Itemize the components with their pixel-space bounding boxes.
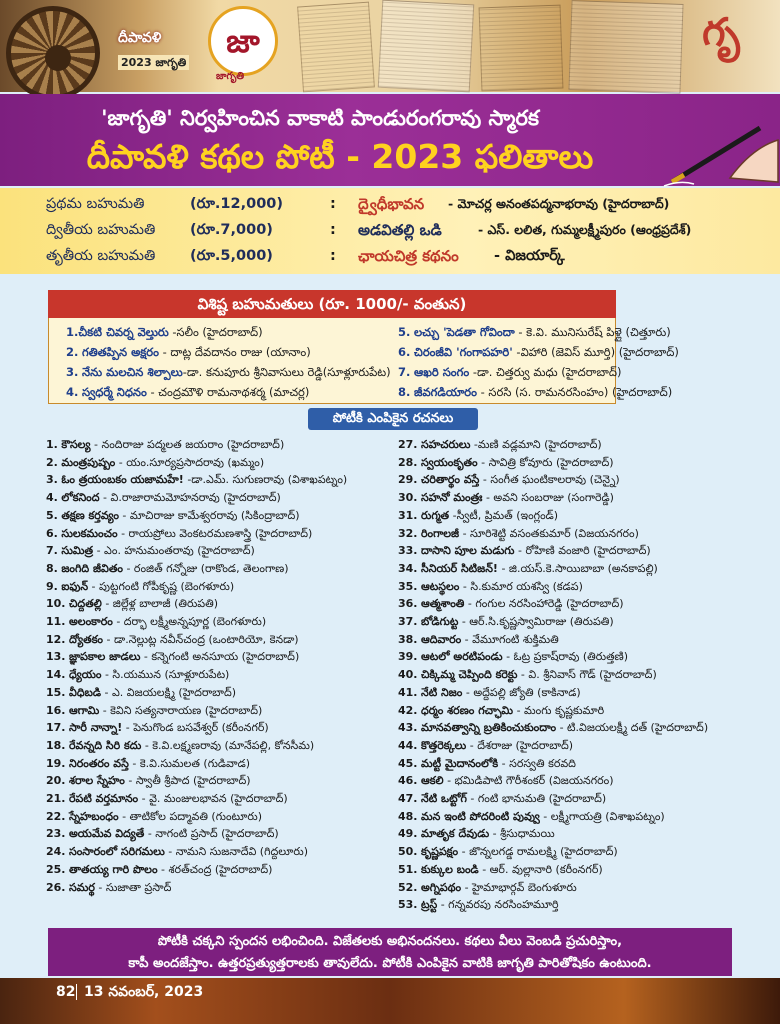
list-item — [46, 862, 272, 878]
item-author: - వై. మంజులభావన (హైదరాబాద్) — [141, 792, 288, 805]
item-title: తక్షణ కర్తవ్యం — [61, 508, 119, 522]
item-title: ఆటలో అరటిపండు — [421, 650, 503, 664]
item-number: 7. — [398, 365, 411, 379]
newspaper-clipping — [479, 5, 564, 92]
list-item — [46, 632, 299, 648]
item-title: నేటి నిజం — [421, 685, 463, 699]
item-number: 21. — [46, 792, 66, 805]
item-title: చిక్కిమ్మ చెప్పింది కరెక్టు — [421, 668, 518, 682]
item-title: సీనియర్ సిటిజన్! — [421, 561, 498, 575]
story-title: అడవితల్లి ఒడి — [358, 221, 442, 239]
item-title: మన ఇంటి పోదరింటి పువ్వు — [421, 809, 540, 823]
separator: : — [330, 222, 336, 238]
list-item — [46, 472, 347, 488]
item-author: - అద్దేపల్లి జ్యోతి (కాకినాడ) — [465, 685, 581, 699]
item-author: - శరత్‌చంద్ర (హైదరాబాద్) — [161, 862, 273, 876]
year-label — [118, 56, 189, 72]
item-number: 24. — [46, 845, 66, 859]
item-author: - ఎ. విజయలక్ష్మి (హైదరాబాద్) — [104, 685, 237, 699]
item-author: -మణి వడ్లమాని (హైదరాబాద్) — [473, 438, 602, 451]
item-title: అగ్నిపథం — [421, 880, 462, 894]
item-number: 1. — [66, 325, 79, 339]
page-date: 13 నవంబర్, 2023 — [84, 984, 204, 1000]
newspaper-clipping — [568, 0, 683, 94]
rank-label: ప్రథమ బహుమతి — [46, 196, 145, 212]
list-item — [398, 365, 621, 382]
list-item — [398, 720, 708, 736]
item-title: ట్రస్ట్ — [421, 898, 438, 912]
list-item — [46, 685, 236, 701]
item-number: 4. — [66, 385, 79, 399]
logo-glyph: జా — [226, 22, 260, 60]
item-author: - వి. శ్రీనివాస్ గౌడ్ (హైదరాబాద్) — [520, 668, 657, 682]
item-number: 45. — [398, 756, 418, 770]
list-item — [398, 455, 614, 471]
item-author: - ఎం. హనుమంతరావు (హైదరాబాద్) — [96, 544, 255, 558]
item-number: 27. — [398, 438, 418, 451]
item-title: శరాల స్నేహం — [69, 774, 125, 788]
list-item — [398, 632, 559, 648]
item-author: - పెనుగొండ బసవేశ్వర్ (కరీంనగర్) — [125, 721, 269, 735]
list-item — [398, 543, 651, 559]
list-item — [66, 365, 391, 382]
item-author: - గన్నవరపు నరసింహమూర్తి — [440, 898, 559, 912]
item-author: - రంజిత్ గన్నోజు (రాకొండ, తెలంగాణ) — [126, 561, 289, 575]
logo-name: జాగృతి — [216, 71, 245, 82]
list-item — [46, 579, 234, 595]
item-author: - వేమూగంటి శుక్తిమతి — [464, 632, 559, 646]
item-number: 53. — [398, 898, 418, 912]
item-title: కృష్ణపక్షం — [421, 845, 459, 859]
item-title: ఆఖరి సంగం — [414, 365, 470, 379]
item-number: 40. — [398, 668, 418, 682]
item-number: 3. — [46, 473, 58, 487]
item-author: -సలీం (హైదరాబాద్) — [172, 325, 263, 339]
item-number: 19. — [46, 756, 66, 770]
pen-hand-icon — [660, 108, 780, 188]
story-author: - ఎస్. లలిత, గుమ్మలక్ష్మీపురం (ఆంధ్రప్రదేశ్) — [478, 222, 692, 237]
item-number: 23. — [46, 827, 66, 841]
item-author: -డా.ఎమ్. సుగుణరావు (విశాఖపట్నం) — [187, 473, 348, 487]
item-number: 26. — [46, 880, 66, 894]
item-title: సహచరులు — [421, 438, 471, 451]
item-number: 34. — [398, 561, 418, 575]
item-author: - సుజాతా ప్రసాద్ — [98, 880, 172, 894]
item-number: 50. — [398, 845, 418, 859]
item-author: - సరసి (స. రామనరసింహం) (హైదరాబాద్) — [480, 385, 673, 399]
item-number: 31. — [398, 508, 418, 522]
item-number: 17. — [46, 721, 66, 735]
item-author: - సరస్వతి కరవది — [501, 756, 576, 770]
item-title: చిద్దతల్లి — [69, 597, 102, 611]
wheel-hub — [45, 45, 71, 71]
item-title: జ్ఞాపకాల జాడలు — [69, 650, 141, 664]
year-text: 2023 జాగృతి — [118, 55, 189, 70]
list-item — [398, 685, 581, 701]
list-item — [398, 756, 576, 772]
story-author: - మోచర్ల అనంతపద్మనాభరావు (హైదరాబాద్) — [448, 196, 670, 211]
jagruthi-logo — [208, 6, 278, 76]
item-title: నిరంతరం వస్తే — [69, 756, 129, 770]
item-title: రుగ్మత — [421, 508, 450, 522]
item-number: 43. — [398, 721, 418, 735]
winner-row-2 — [0, 218, 780, 244]
item-title: రేవన్నది సిరి కదు — [69, 738, 142, 752]
item-title: కొత్తరెక్కలు — [421, 738, 467, 752]
item-author: - నామని సుజనాదేవి (గిద్దలూరు) — [168, 845, 309, 859]
title-line-1: 'జాగృతి' నిర్వహించిన వాకాటి పాండురంగరావు స్మారక — [101, 106, 539, 130]
item-title: అయమేవ విద్యతే — [69, 827, 145, 841]
list-item — [46, 703, 262, 719]
prize-amount: (రూ.5,000) — [190, 248, 273, 264]
item-author: - భమిడిపాటి గౌరీశంకర్ (విజయనగరం) — [447, 774, 614, 788]
item-author: - కె.వి.సుమలత (గుడివాడ) — [132, 756, 251, 770]
item-title: ఆకలి — [421, 774, 444, 788]
item-author: - వి.రాజారామమోహనరావు (హైదరాబాద్) — [103, 491, 281, 505]
item-number: 15. — [46, 685, 66, 699]
item-author: -విహారి (జెవిస్ మూర్తి) (హైదరాబాద్) — [516, 345, 679, 359]
item-author: - జిల్లేళ్ల బాలాజీ (తిరుపతి) — [105, 597, 219, 611]
item-title: నేను మలచిన శిల్పాలు — [82, 365, 183, 379]
item-number: 20. — [46, 774, 66, 788]
item-author: - జొన్నలగడ్డ రామలక్ష్మి (హైదరాబాద్) — [461, 845, 618, 859]
item-author: - మంగు కృష్ణకుమారి — [516, 703, 605, 717]
item-author: - సి.యమున (సూళ్లూరుపేట) — [104, 668, 230, 682]
list-item — [398, 614, 614, 630]
list-item — [398, 325, 671, 342]
item-author: - దర్భా లక్ష్మీఅన్నపూర్ణ (బెంగళూరు) — [116, 615, 267, 628]
selected-stories-heading: పోటీకి ఎంపికైన రచనలు — [308, 408, 478, 430]
rank-label: ద్వితీయ బహుమతి — [46, 222, 156, 238]
item-author: - గంటి భానుమతి (హైదరాబాద్) — [470, 792, 607, 805]
item-number: 28. — [398, 455, 418, 469]
item-number: 10. — [46, 597, 66, 611]
list-item — [398, 826, 555, 842]
item-title: ఆత్మశాంతి — [421, 597, 465, 611]
list-item — [46, 596, 218, 612]
item-number: 6. — [46, 526, 58, 540]
list-item — [46, 844, 308, 860]
item-number: 52. — [398, 880, 418, 894]
item-title: మట్టీ మైదానంలోకి — [421, 756, 499, 770]
item-title: ఓం త్రయంబకం యజామహే! — [61, 473, 184, 487]
list-item — [66, 325, 263, 342]
list-item — [46, 756, 250, 772]
prize-amount: (రూ.12,000) — [190, 196, 284, 212]
list-item — [398, 579, 583, 595]
item-number: 7. — [46, 544, 58, 558]
list-item — [398, 437, 602, 453]
item-title: ఆగామి — [69, 703, 100, 717]
divider — [76, 984, 77, 1000]
newspaper-clipping — [378, 0, 474, 92]
footer-line-2: కాపీ అందజేస్తాం. ఉత్తరప్రత్యుత్తరాలకు తావులేదు. పోటీకి ఎంపికైన వాటికి జాగృతి పారితోషికం ఉంటుంది. — [128, 956, 652, 971]
list-item — [46, 614, 266, 630]
list-item — [46, 543, 255, 559]
item-author: - శ్రీసుధామయి — [492, 827, 555, 841]
item-author: - జి.యస్.కె.సాయిబాబా (అనకాపల్లి) — [501, 561, 658, 575]
top-banner — [0, 0, 780, 92]
list-item — [46, 773, 251, 789]
item-title: సారీ నాన్నా! — [69, 721, 123, 735]
item-number: 47. — [398, 792, 418, 805]
list-item — [46, 826, 279, 842]
item-title: ధ్యేయం — [69, 668, 102, 682]
list-item — [398, 526, 639, 542]
konark-wheel-image — [6, 6, 100, 100]
item-number: 11. — [46, 615, 66, 628]
list-item — [398, 561, 658, 577]
item-number: 38. — [398, 632, 418, 646]
item-author: - దాట్ల దేవదానం రాజు (యానాం) — [162, 345, 311, 359]
item-author: - కెవిని సత్యనారాయణ (హైదరాబాద్) — [102, 703, 263, 717]
item-number: 14. — [46, 668, 66, 682]
item-title: స్వయంకృతం — [421, 455, 478, 469]
list-item — [398, 773, 614, 789]
winner-row-1 — [0, 192, 780, 218]
item-author: - మాచిరాజు కామేశ్వరరావు (సికింద్రాబాద్) — [122, 508, 300, 522]
list-item — [46, 508, 300, 524]
item-title: సమర్థ — [69, 880, 95, 894]
item-author: - రాయప్రోలు వెంకటరమణశాస్త్రి (హైదరాబాద్) — [121, 526, 313, 540]
item-title: అలంకారం — [69, 615, 113, 628]
item-title: జంగిది జీవితం — [61, 561, 123, 575]
item-author: - సూరిశెట్టి వసంతకుమార్ (విజయనగరం) — [462, 526, 639, 540]
item-title: స్వధర్మే నిధనం — [82, 385, 147, 399]
list-item — [398, 508, 558, 524]
item-number: 32. — [398, 526, 418, 540]
item-title: రింగాలజీ — [421, 526, 460, 540]
footer-line-1: పోటీకి చక్కని స్పందన లభించింది. విజేతలకు అభినందనలు. కథలు వీలు వెంబడి ప్రచురిస్తాం, — [157, 934, 623, 949]
list-item — [398, 596, 624, 612]
list-item — [398, 385, 672, 402]
list-item — [46, 738, 314, 754]
list-item — [46, 791, 288, 807]
item-title: రేపటి వర్తమానం — [69, 792, 139, 805]
item-author: - గంగుల నరసింహారెడ్డి (హైదరాబాద్) — [467, 597, 624, 611]
list-item — [46, 880, 171, 896]
separator: : — [330, 248, 336, 264]
story-title: ఛాయచిత్ర కథనం — [358, 247, 459, 265]
item-author: - సి.కుమార యశస్వి (కడప) — [462, 579, 583, 593]
item-number: 4. — [46, 491, 58, 505]
list-item — [398, 703, 604, 719]
item-number: 2. — [46, 455, 58, 469]
list-item — [398, 897, 558, 913]
item-author: - ఓట్ర ప్రకాష్‌రావు (తిరుత్తణి) — [506, 650, 629, 664]
item-author: - కె.వి. మునిసురేష్ పిళ్లై (చిత్తూరు) — [518, 325, 671, 339]
story-title: ద్వైధీభావన — [358, 195, 425, 213]
item-number: 13. — [46, 650, 66, 664]
item-title: మాతృక దేవుడు — [421, 827, 490, 841]
list-item — [398, 862, 603, 878]
item-number: 49. — [398, 827, 418, 841]
item-author: -డా. కనుపూరు శ్రీనివాసులు రెడ్డి(సూళ్లూరుపేట) — [182, 365, 391, 379]
item-title: మంత్రపుష్పం — [61, 455, 116, 469]
item-title: చిరంజీవి 'గంగాపహరి' — [414, 345, 513, 359]
item-author: - అవని సంబరాజు (సంగారెడ్డి) — [485, 491, 614, 505]
item-number: 9. — [46, 579, 58, 593]
item-number: 16. — [46, 703, 66, 717]
item-title: జీవగడియారం — [414, 385, 477, 399]
item-author: - కన్నెగంటి అనసూయ (హైదరాబాద్) — [143, 650, 300, 664]
item-number: 44. — [398, 738, 418, 752]
item-title: సులకమంచం — [61, 526, 118, 540]
item-number: 37. — [398, 615, 418, 628]
item-author: - సావిత్రి కోవూరు (హైదరాబాద్) — [481, 455, 614, 469]
story-author: - విజయార్క్ — [494, 248, 565, 264]
item-title: చీకటి చివర్న వెల్తురు — [78, 325, 169, 339]
item-author: - సంగీత ఘంటికాలరావు (చెన్నై) — [482, 473, 620, 487]
item-title: నేటి ఒట్టోగ్ — [421, 792, 467, 805]
item-title: గతితప్పిన అక్షరం — [82, 345, 159, 359]
item-number: 5. — [46, 508, 58, 522]
rank-label: తృతీయ బహుమతి — [46, 248, 156, 264]
list-item — [398, 345, 679, 362]
item-title: ధర్మం శరణం గచ్ఛామి — [421, 703, 514, 717]
item-title: లచ్చు 'పెడతా గోవిందా — [414, 325, 515, 339]
item-number: 12. — [46, 632, 66, 646]
list-item — [398, 844, 618, 860]
list-item — [398, 880, 577, 896]
separator: : — [330, 196, 336, 212]
item-author: - హైమాభార్గవ్ బెంగుళూరు — [464, 880, 577, 894]
item-author: -స్వీటీ, ప్రిమత్ (ఇంగ్లండ్) — [452, 508, 559, 522]
item-number: 33. — [398, 544, 418, 558]
item-title: కౌసల్య — [61, 438, 91, 451]
item-title: సంసారంలో సరిగమలు — [69, 845, 165, 859]
item-number: 18. — [46, 738, 66, 752]
list-item — [46, 455, 264, 471]
item-number: 39. — [398, 650, 418, 664]
prize-amount: (రూ.7,000) — [190, 222, 273, 238]
item-title: తాతయ్య గారి పొలం — [69, 862, 158, 876]
list-item — [398, 490, 614, 506]
item-number: 22. — [46, 809, 66, 823]
item-title: ఐఫున్ — [61, 579, 89, 593]
item-title: ద్యోతకం — [69, 632, 104, 646]
banner-side-word: గృ — [700, 8, 744, 58]
item-number: 3. — [66, 365, 79, 379]
item-author: - పుట్టగంటి గోపీకృష్ణ (బెంగళూరు) — [91, 579, 235, 593]
item-title: లోకనింద — [61, 491, 100, 505]
item-number: 5. — [398, 325, 411, 339]
item-author: - నాగంటి ప్రసాద్ (హైదరాబాద్) — [147, 827, 279, 841]
item-number: 8. — [46, 561, 58, 575]
list-item — [66, 345, 311, 362]
item-number: 2. — [66, 345, 79, 359]
list-item — [46, 649, 299, 665]
item-number: 48. — [398, 809, 418, 823]
item-number: 1. — [46, 438, 58, 451]
footer-notice — [48, 928, 732, 976]
page-title: దీపావళి కథల పోటీ - 2023 ఫలితాలు — [86, 137, 594, 176]
item-title: ఆటస్థలం — [421, 579, 460, 593]
item-number: 25. — [46, 862, 66, 876]
item-author: - యం.సూర్యప్రసాదరావు (ఖమ్మం) — [118, 455, 265, 469]
special-prizes-heading: విశిష్ట బహుమతులు (రూ. 1000/- వంతున) — [48, 290, 616, 318]
item-author: - దేశరాజు (హైదరాబాద్) — [469, 738, 574, 752]
list-item — [46, 490, 281, 506]
item-author: - కె.వి.లక్ష్మణరావు (మానేపల్లి, కోనసీమ) — [144, 738, 315, 752]
item-number: 6. — [398, 345, 411, 359]
item-author: - లక్ష్మీగాయత్రి (విశాఖపట్నం) — [543, 809, 665, 823]
list-item — [46, 526, 312, 542]
list-item — [398, 738, 573, 754]
item-title: దాసాని పూల మడుగు — [421, 544, 515, 558]
list-item — [46, 667, 229, 683]
item-number: 30. — [398, 491, 418, 505]
item-title: స్నేహబంధం — [69, 809, 119, 823]
winner-row-3 — [0, 244, 780, 270]
item-author: -డా. చిత్తర్వు మధు (హైదరాబాద్) — [472, 365, 622, 379]
item-number: 51. — [398, 862, 418, 876]
item-author: - ఆర్. వుల్లానారి (కరీంనగర్) — [482, 862, 603, 876]
newspaper-clipping — [297, 2, 375, 93]
item-author: - ఆర్.సి.కృష్ణస్వామిరాజు (తిరుపతి) — [461, 615, 614, 628]
item-author: - నందిరాజు పద్మలత జయరాం (హైదరాబాద్) — [94, 438, 285, 451]
issue-label: దీపావళి — [118, 30, 162, 46]
item-number: 35. — [398, 579, 418, 593]
page-number: 82 — [56, 984, 76, 1000]
list-item — [398, 649, 628, 665]
item-title: సుమిత్ర — [61, 544, 94, 558]
item-author: - తాటికోల పద్మావతి (గుంటూరు) — [122, 809, 262, 823]
list-item — [66, 385, 309, 402]
item-number: 41. — [398, 685, 418, 699]
list-item — [46, 561, 289, 577]
item-number: 8. — [398, 385, 411, 399]
item-number: 29. — [398, 473, 418, 487]
item-title: ఆదివారం — [421, 632, 462, 646]
item-title: సహనో మంత్రః — [421, 491, 483, 505]
item-author: - చంద్రమౌళి రామనాథశర్మ (మాచర్ల) — [150, 385, 310, 399]
item-title: వీధిబడి — [69, 685, 101, 699]
item-author: - స్వాతీ శ్రీపాద (హైదరాబాద్) — [128, 774, 251, 788]
item-title: బోడిగుట్ట — [421, 615, 459, 628]
item-title: కుక్కుల బండి — [421, 862, 479, 876]
list-item — [398, 791, 606, 807]
list-item — [46, 809, 262, 825]
item-number: 42. — [398, 703, 418, 717]
list-item — [398, 472, 620, 488]
list-item — [398, 809, 665, 825]
item-number: 36. — [398, 597, 418, 611]
item-title: మానవత్వాన్ని బ్రతికించుకుందాం — [421, 721, 557, 735]
list-item — [398, 667, 657, 683]
item-title: చరితార్థం వస్తే — [421, 473, 480, 487]
item-author: - డా.నెల్లుట్ల నవీన్‌చంద్ర (ఒంటారియో, కెనడా) — [106, 632, 299, 646]
list-item — [46, 437, 284, 453]
list-item — [46, 720, 269, 736]
item-number: 46. — [398, 774, 418, 788]
item-author: - రోహిణి వంజారి (హైదరాబాద్) — [517, 544, 651, 558]
item-author: - టి.విజయలక్ష్మీ దత్ (హైదరాబాద్) — [559, 721, 709, 735]
